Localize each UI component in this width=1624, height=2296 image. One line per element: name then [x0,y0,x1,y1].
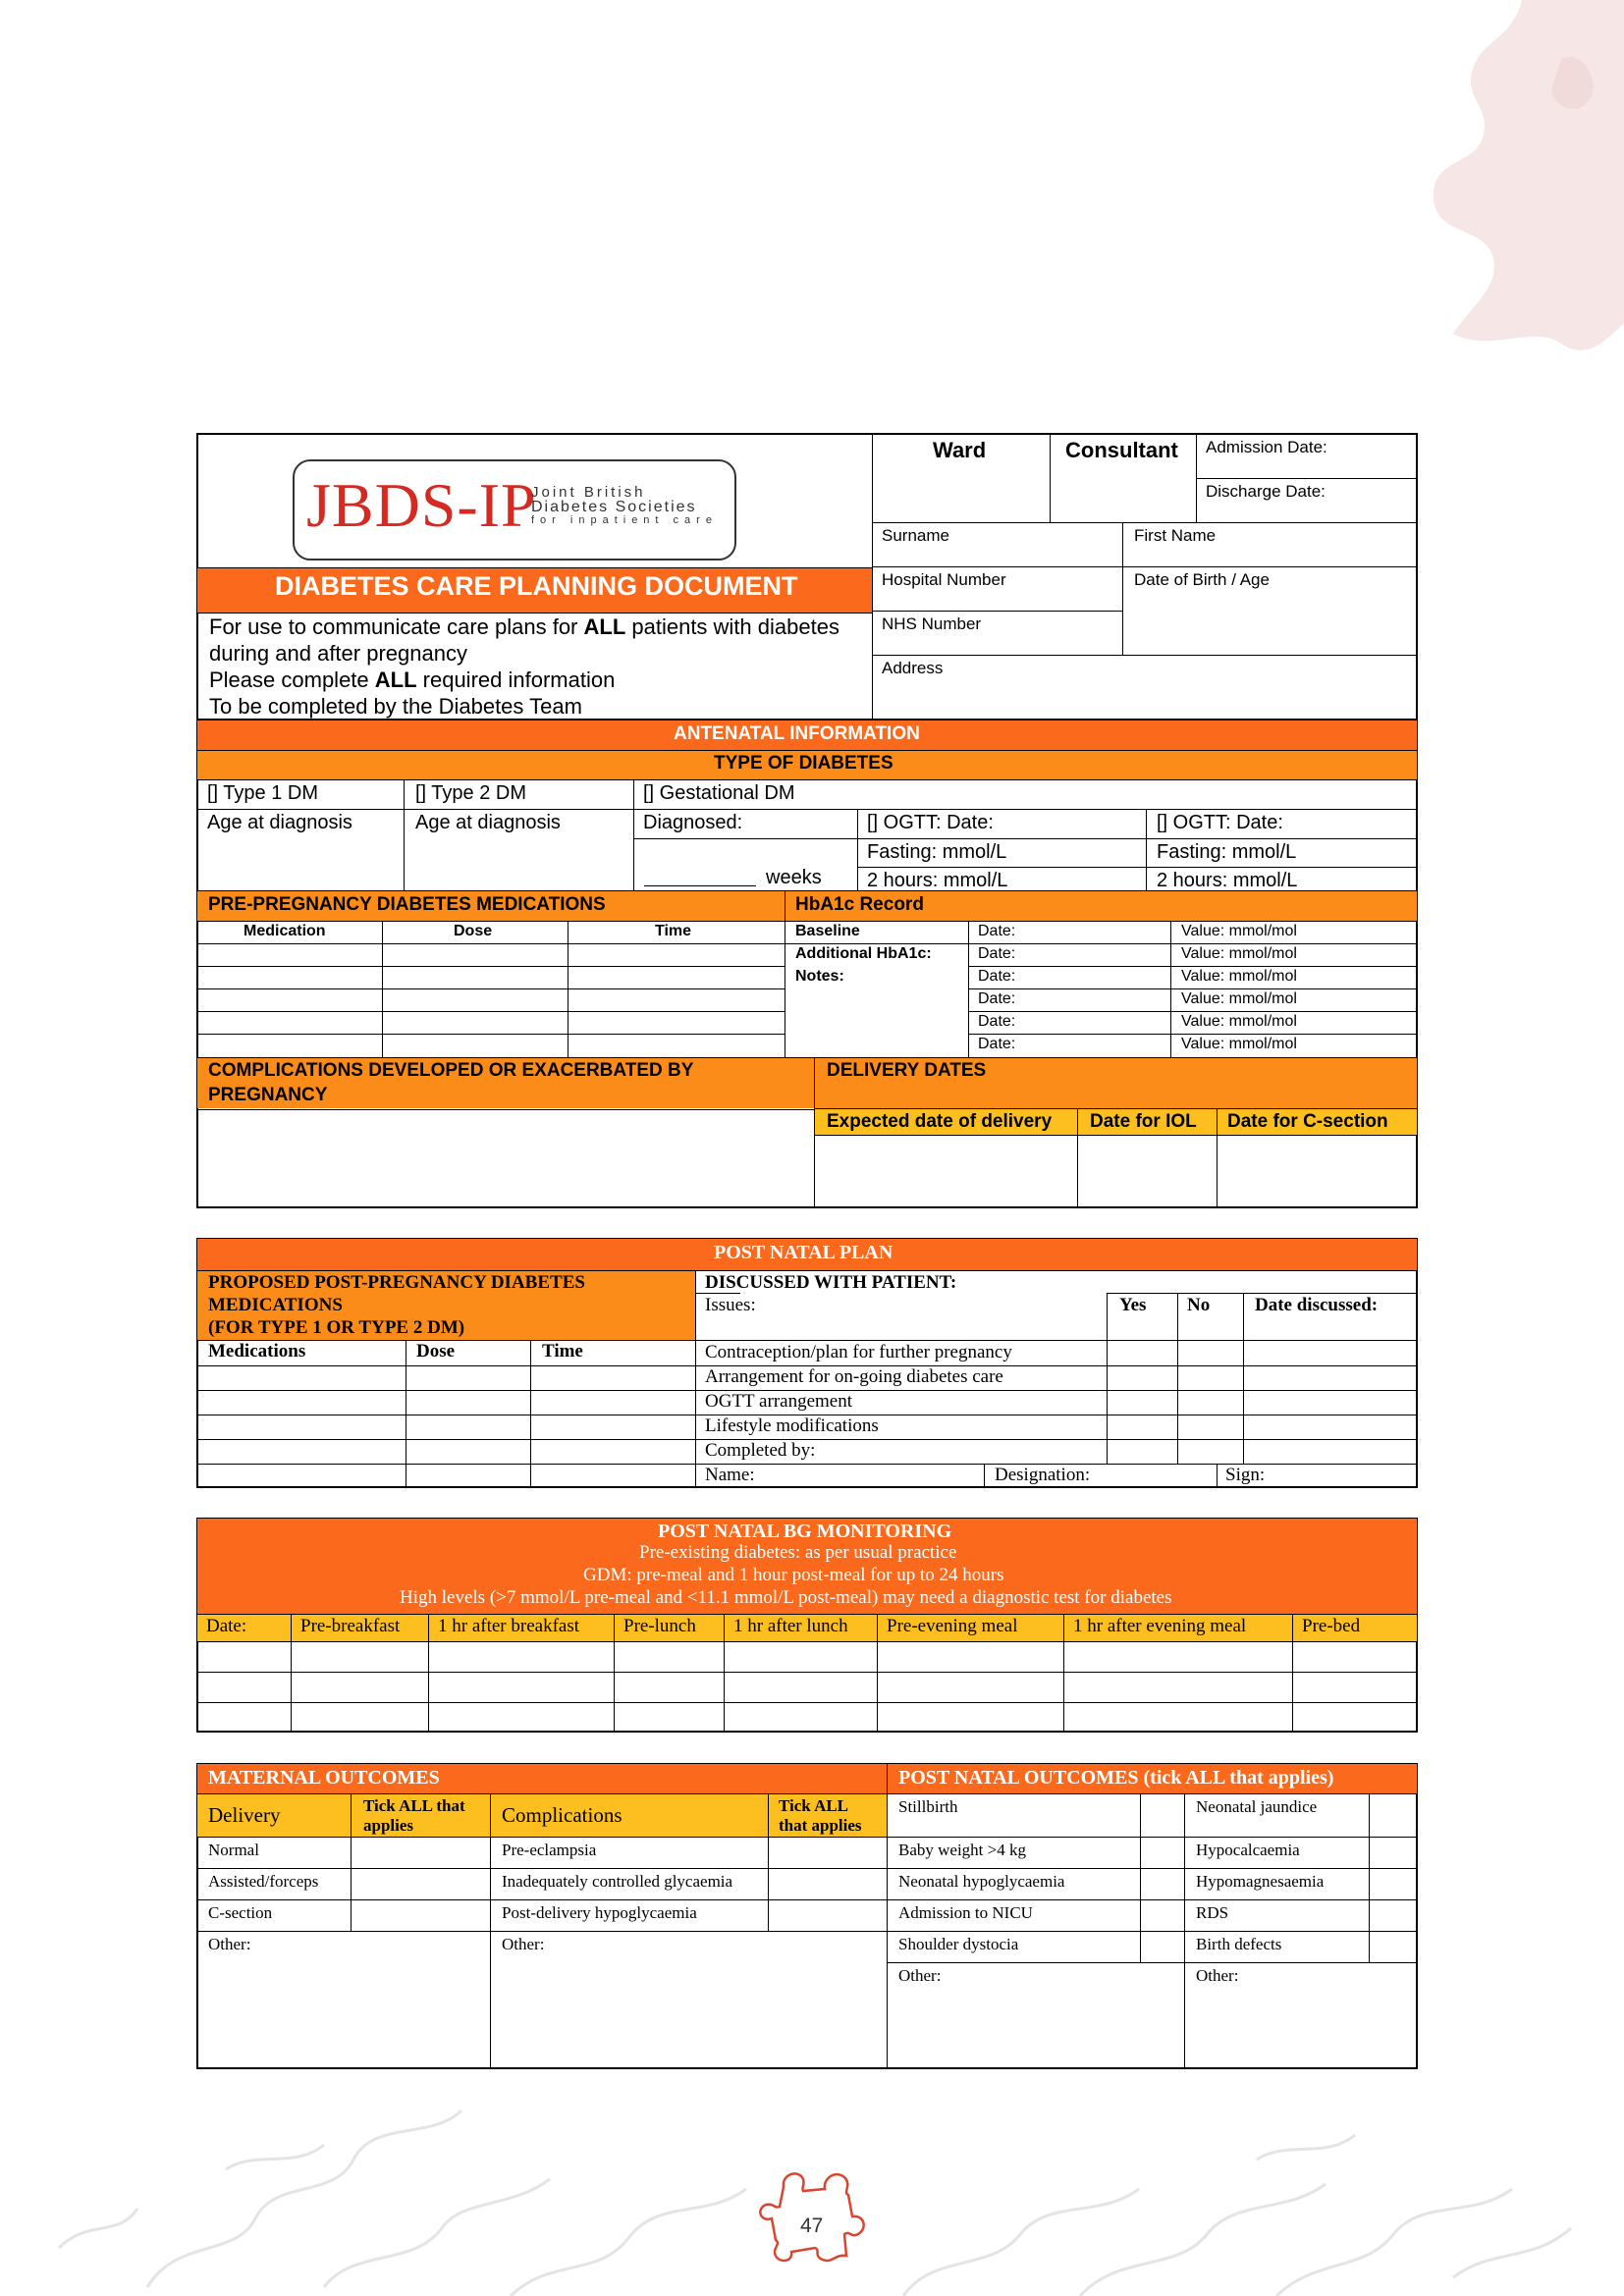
weeks-label: weeks [766,867,822,888]
hba1c-value-2: Value: mmol/mol [1181,945,1297,962]
ogtt-1-fasting: Fasting: mmol/L [867,841,1007,863]
sign-label: Sign: [1225,1465,1266,1485]
antenatal-title: ANTENATAL INFORMATION [674,723,920,744]
outcome-baby-weight: Baby weight >4 kg [898,1841,1026,1859]
prepreg-col-medication: Medication [244,923,326,939]
first-name-label: First Name [1134,526,1217,545]
bg-column-divider [1292,1614,1293,1733]
designation-label: Designation: [995,1465,1091,1485]
outcome-birth-defects: Birth defects [1196,1935,1282,1953]
age-at-diagnosis-2: Age at diagnosis [415,812,561,833]
ogtt-2-2hours: 2 hours: mmol/L [1157,870,1298,891]
hba1c-additional: Additional HbA1c: [795,945,932,962]
ogtt-1-2hours: 2 hours: mmol/L [867,870,1008,891]
bg-col-pre-bed: Pre-bed [1302,1616,1361,1636]
intro-line-2: during and after pregnancy [209,641,467,666]
discussed-title: DISCUSSED WITH PATIENT: [705,1272,957,1293]
hospital-number-label: Hospital Number [882,570,1006,589]
address-label: Address [882,659,944,677]
outcome-hypocalcaemia: Hypocalcaemia [1196,1841,1300,1859]
completed-by-label: Completed by: [705,1440,816,1461]
postnatal-plan-title: POST NATAL PLAN [714,1242,893,1263]
bg-column-divider [428,1614,429,1733]
date-discussed-header: Date discussed: [1255,1295,1379,1315]
intro-line-1: For use to communicate care plans for ALL patients with diabetes [209,614,839,639]
delivery-csection: Date for C-section [1227,1111,1388,1132]
proposed-title-3: (FOR TYPE 1 OR TYPE 2 DM) [208,1317,465,1338]
hba1c-value-1: Value: mmol/mol [1181,923,1297,939]
ward-label: Ward [933,438,987,462]
age-at-diagnosis-1: Age at diagnosis [207,812,352,833]
bg-column-divider [724,1614,725,1733]
maternal-inadequate: Inadequately controlled glycaemia [502,1872,733,1891]
maternal-preeclampsia: Pre-eclampsia [502,1841,597,1859]
outcome-hypomagnesaemia: Hypomagnesaemia [1196,1872,1325,1891]
issue-ogtt: OGTT arrangement [705,1391,853,1412]
hba1c-value-5: Value: mmol/mol [1181,1013,1297,1030]
type2-checkbox[interactable]: [] Type 2 DM [415,782,527,804]
hba1c-date-6: Date: [978,1036,1016,1052]
outcome-other-2: Other: [1196,1966,1239,1985]
weeks-blank-line [644,885,756,886]
prepreg-col-dose: Dose [454,923,493,939]
outcome-rds: RDS [1196,1903,1229,1922]
delivery-expected: Expected date of delivery [827,1111,1053,1132]
ogtt-1-date[interactable]: [] OGTT: Date: [867,812,994,833]
maternal-title: MATERNAL OUTCOMES [208,1767,440,1789]
admission-date-label: Admission Date: [1206,438,1327,456]
page-number: 47 [800,2215,824,2237]
maternal-csection: C-section [208,1903,273,1922]
proposed-title-1: PROPOSED POST-PREGNANCY DIABETES [208,1272,585,1293]
hba1c-date-4: Date: [978,990,1016,1007]
bg-col-after-lunch: 1 hr after lunch [733,1616,848,1636]
gestational-checkbox[interactable]: [] Gestational DM [643,782,795,804]
tick-all-1b: applies [363,1816,414,1835]
complications-label: Complications [502,1803,623,1827]
logo-line-2: Diabetes Societies [531,499,697,515]
outcome-shoulder: Shoulder dystocia [898,1935,1019,1953]
outcome-jaundice: Neonatal jaundice [1196,1797,1318,1816]
tick-all-1a: Tick ALL that [363,1796,465,1815]
bg-column-divider [1063,1614,1064,1733]
hba1c-date-3: Date: [978,968,1016,985]
ogtt-2-fasting: Fasting: mmol/L [1157,841,1297,863]
hba1c-notes: Notes: [795,968,844,985]
bg-column-divider [877,1614,878,1733]
hba1c-value-4: Value: mmol/mol [1181,990,1297,1007]
issue-ongoing-care: Arrangement for on-going diabetes care [705,1366,1003,1387]
bg-monitoring-line-3: High levels (>7 mmol/L pre-meal and <11.1 mmol/L post-meal) may need a diagnostic test for diabetes [400,1587,1172,1608]
col-medications: Medications [208,1341,306,1362]
tick-all-2b: that applies [779,1816,862,1835]
postnatal-outcomes-title: POST NATAL OUTCOMES (tick ALL that applies) [898,1767,1334,1789]
hba1c-value-3: Value: mmol/mol [1181,968,1297,985]
name-label: Name: [705,1465,755,1485]
bg-col-pre-lunch: Pre-lunch [623,1616,696,1636]
tick-all-2a: Tick ALL [779,1796,849,1815]
bg-col-after-breakfast: 1 hr after breakfast [438,1616,580,1636]
outcome-neonatal-hypo: Neonatal hypoglycaemia [898,1872,1065,1891]
bg-column-divider [614,1614,615,1733]
col-dose: Dose [416,1341,456,1362]
no-header: No [1187,1295,1211,1315]
issue-contraception: Contraception/plan for further pregnancy [705,1342,1012,1362]
maternal-postdelivery: Post-delivery hypoglycaemia [502,1903,697,1922]
logo-line-3: for inpatient care [531,514,718,526]
discharge-date-label: Discharge Date: [1206,482,1326,501]
logo-line-1: Joint British [531,484,646,501]
logo-mark: JBDS-IP [306,470,537,540]
delivery-iol: Date for IOL [1090,1111,1197,1132]
intro-line-3: Please complete ALL required information [209,667,616,692]
maternal-other-1: Other: [208,1935,251,1953]
yes-header: Yes [1119,1295,1147,1315]
ogtt-2-date[interactable]: [] OGTT: Date: [1157,812,1283,833]
hba1c-value-6: Value: mmol/mol [1181,1036,1297,1052]
col-time: Time [542,1341,583,1362]
delivery-title: DELIVERY DATES [827,1060,987,1081]
consultant-label: Consultant [1065,438,1178,462]
hba1c-date-5: Date: [978,1013,1016,1030]
prepreg-title: PRE-PREGNANCY DIABETES MEDICATIONS [208,894,606,915]
hba1c-baseline: Baseline [795,923,860,939]
bg-monitoring-line-1: Pre-existing diabetes: as per usual practice [639,1542,957,1563]
bg-col-pre-evening: Pre-evening meal [887,1616,1018,1636]
diagnosed-label: Diagnosed: [643,812,743,833]
hba1c-date-2: Date: [978,945,1016,962]
maternal-assisted: Assisted/forceps [208,1872,319,1891]
outcome-other-1: Other: [898,1966,942,1985]
maternal-other-2: Other: [502,1935,545,1953]
bg-columns-top-line [196,1614,1418,1615]
intro-line-4: To be completed by the Diabetes Team [209,694,582,719]
proposed-title-2: MEDICATIONS [208,1295,343,1315]
complications-title-1: COMPLICATIONS DEVELOPED OR EXACERBATED BY [208,1060,694,1081]
dob-age-label: Date of Birth / Age [1134,570,1270,589]
bg-monitoring-title: POST NATAL BG MONITORING [658,1521,952,1542]
maternal-normal: Normal [208,1841,259,1859]
hba1c-title: HbA1c Record [795,894,924,915]
puzzle-background-top-right [1414,0,1624,373]
bg-col-pre-breakfast: Pre-breakfast [300,1616,401,1636]
bg-col-date: Date: [206,1616,247,1636]
nhs-number-label: NHS Number [882,614,982,633]
outcome-stillbirth: Stillbirth [898,1797,958,1816]
issues-label: Issues: [705,1295,756,1315]
type-of-diabetes-title: TYPE OF DIABETES [714,753,893,774]
complications-title-2: PREGNANCY [208,1085,328,1105]
bg-column-divider [291,1614,292,1733]
type1-checkbox[interactable]: [] Type 1 DM [207,782,319,804]
surname-label: Surname [882,526,949,545]
bg-monitoring-line-2: GDM: pre-meal and 1 hour post-meal for up to 24 hours [583,1565,1004,1585]
bg-col-after-evening: 1 hr after evening meal [1073,1616,1247,1636]
delivery-label: Delivery [208,1803,281,1827]
outcome-nicu: Admission to NICU [898,1903,1033,1922]
prepreg-col-time: Time [655,923,692,939]
hba1c-date-1: Date: [978,923,1016,939]
doc-title: DIABETES CARE PLANNING DOCUMENT [275,571,798,601]
issue-lifestyle: Lifestyle modifications [705,1415,879,1436]
